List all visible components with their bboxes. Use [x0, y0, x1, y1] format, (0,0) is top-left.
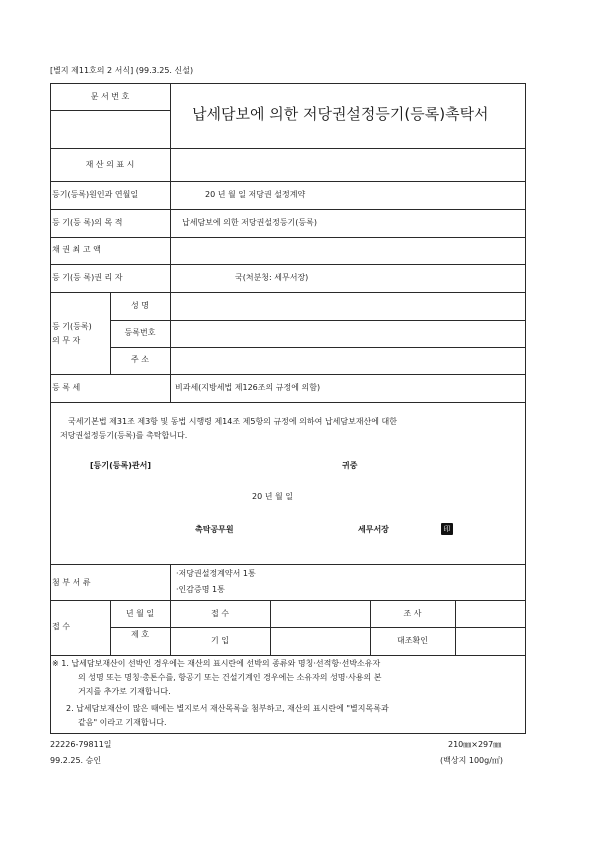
- row-line: [50, 564, 526, 565]
- form-header-note: [별지 제11호의 2 서식] (99.3.25. 신설): [50, 66, 194, 75]
- holder-value: 국(처분청: 세무서장): [235, 273, 309, 282]
- reg-no-label: 등록번호: [124, 328, 156, 337]
- note-2-line-1: 2. 납세담보재산이 많은 때에는 별지로서 재산목록을 첨부하고, 재산의 표시란에 "별지목록과: [66, 704, 389, 713]
- purpose-value: 납세담보에 의한 저당권설정등기(등록): [182, 218, 317, 227]
- cause-label: 등기(등록)원인과 연월일: [52, 190, 139, 199]
- paper-spec: (백상지 100g/㎡): [440, 756, 504, 765]
- purpose-label: 등 기(등 록)의 목 적: [52, 218, 123, 227]
- row-line: [50, 374, 526, 375]
- receipt-label: 접 수: [52, 622, 70, 631]
- cause-value: 20 년 월 일 저당권 설정계약: [205, 190, 306, 199]
- row-line: [50, 148, 526, 149]
- row-line: [50, 402, 526, 403]
- row-line: [50, 292, 526, 293]
- name-label: 성 명: [131, 301, 149, 310]
- request-date: 20 년 월 일: [252, 492, 293, 501]
- form-title: 납세담보에 의한 저당권설정등기(등록)촉탁서: [192, 105, 489, 123]
- note-1-line-2: 의 성명 또는 명칭·총톤수를, 항공기 또는 건설기계인 경우에는 소유자의 성명·사용의 본: [78, 673, 382, 682]
- check-label: 대조확인: [397, 636, 428, 645]
- receipt-divider-4: [455, 600, 456, 655]
- recipient-office: [등기(등록)관서]: [90, 461, 151, 470]
- row-line: [50, 209, 526, 210]
- title-divider: [170, 83, 171, 148]
- body-line-2: 저당권설정등기(등록)를 촉탁합니다.: [60, 431, 188, 440]
- doc-number-divider: [50, 110, 170, 111]
- entry-label: 기 입: [211, 636, 229, 645]
- receive-label: 접 수: [211, 609, 229, 618]
- obligor-label-2: 의 무 자: [52, 336, 81, 345]
- attachments-label: 첨 부 서 류: [52, 578, 91, 587]
- row-line: [50, 655, 526, 656]
- row-line: [110, 627, 526, 628]
- note-1-line-3: 거지를 추가로 기재합니다.: [78, 687, 171, 696]
- attachment-item-1: ·저당권설정계약서 1통: [176, 569, 256, 578]
- body-line-1: 국세기본법 제31조 제3항 및 동법 시행령 제14조 제5항의 규정에 의하여 납세담보재산에 대한: [68, 417, 397, 426]
- form-code: 22226-79811일: [50, 740, 112, 749]
- recipient-suffix: 귀중: [342, 461, 358, 470]
- receipt-no-label: 제 호: [131, 630, 149, 639]
- row-line: [110, 320, 526, 321]
- attachment-item-2: ·인감증명 1통: [176, 585, 225, 594]
- max-amount-label: 채 권 최 고 액: [52, 245, 101, 254]
- row-line: [50, 264, 526, 265]
- doc-number-label: 문 서 번 호: [90, 92, 130, 101]
- receipt-divider-2: [270, 600, 271, 655]
- approval-date: 99.2.25. 승인: [50, 756, 102, 765]
- row-line: [50, 181, 526, 182]
- note-1-line-1: ※ 1. 납세담보재산이 선박인 경우에는 재산의 표시란에 선박의 종류와 명칭·선적항·선박소유자: [52, 659, 381, 668]
- row-line: [110, 347, 526, 348]
- obligor-label-1: 등 기(등록): [52, 322, 92, 331]
- property-label: 재 산 의 표 시: [85, 160, 135, 169]
- row-line: [50, 237, 526, 238]
- tax-value: 비과세(지방세법 제126조의 규정에 의함): [175, 383, 321, 392]
- office-label: 세무서장: [358, 525, 389, 534]
- note-2-line-2: 같음" 이라고 기재합니다.: [78, 718, 167, 727]
- official-label: 촉탁공무원: [195, 525, 234, 534]
- address-label: 주 소: [131, 355, 149, 364]
- paper-size: 210㎜×297㎜: [448, 740, 502, 749]
- receipt-date-label: 년 월 일: [125, 609, 155, 618]
- holder-label: 등 기(등 록)권 리 자: [52, 273, 123, 282]
- seal-mark: 印: [441, 523, 453, 535]
- label-column-divider: [170, 148, 171, 402]
- survey-label: 조 사: [403, 609, 422, 618]
- tax-label: 등 록 세: [52, 383, 81, 392]
